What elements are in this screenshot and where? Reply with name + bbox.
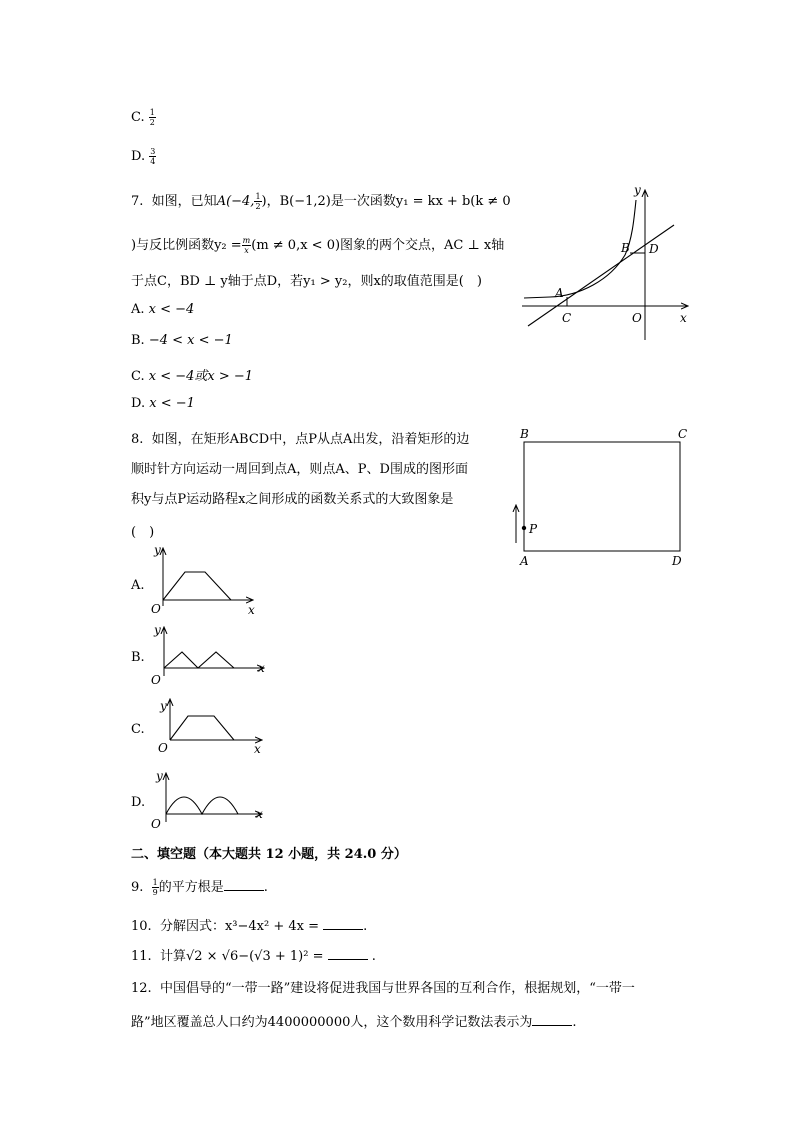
q8-rect-figure	[500, 425, 700, 570]
label-d: D	[672, 554, 682, 568]
label-b: B	[621, 241, 630, 255]
q9: 9. $\frac{1}{9}$ 的平方根是 .	[131, 878, 268, 897]
graph-line	[164, 652, 234, 668]
q8-option-c-label[interactable]: C.	[131, 722, 145, 737]
hyperbola-curve	[524, 200, 636, 298]
q8-line4: ( )	[131, 525, 155, 540]
graph-line	[170, 716, 234, 740]
q7-figure	[520, 180, 695, 340]
linear-line	[528, 225, 674, 326]
q7-option-a[interactable]: A. x < −4	[131, 302, 195, 317]
svg-text:O: O	[151, 602, 161, 616]
answer-blank[interactable]	[224, 878, 264, 891]
label-c: C	[562, 311, 572, 325]
q12-line2: 路”地区覆盖总人口约为4400000000人，这个数用科学记数法表示为 .	[131, 1015, 577, 1030]
svg-text:O: O	[158, 741, 168, 755]
option-d-prev	[131, 147, 156, 166]
q8-line3: 积y与点P运动路程x之间形成的函数关系式的大致图象是	[131, 492, 454, 507]
fraction: $\frac{m}{x}$	[242, 236, 251, 255]
q7-line2: )与反比例函数y₂ = $\frac{m}{x}$ (m ≠ 0,x < 0)图象的两个交点，AC ⊥ x轴	[131, 236, 505, 255]
label-p: P	[529, 522, 538, 536]
q7-option-c[interactable]: C. x < −4或x > −1	[131, 369, 254, 384]
point-p	[522, 526, 526, 530]
q8-line2: 顺时针方向运动一周回到点A，则点A、P、D围成的图形面	[131, 462, 468, 477]
label-b: B	[520, 427, 529, 441]
q8-option-d-graph[interactable]	[148, 768, 268, 834]
label-a: A	[555, 286, 564, 300]
q8-option-b-graph[interactable]	[148, 622, 268, 688]
fraction: $\frac{1}{9}$	[152, 878, 158, 897]
q12-line1: 12. 中国倡导的“一带一路”建设将促进我国与世界各国的互利合作，根据规划，“一带一	[131, 981, 635, 996]
fraction: $\frac{3}{4}$	[150, 147, 156, 166]
option-label: D.	[131, 149, 146, 164]
answer-blank[interactable]	[532, 1013, 572, 1026]
q7-line1: 7. 如图，已知A(−4, $\frac{1}{2}$ )，B(−1,2)是一次函数y₁ = kx + b(k ≠ 0	[131, 192, 511, 211]
q8-option-b-label[interactable]: B.	[131, 650, 145, 665]
svg-text:x: x	[254, 742, 261, 756]
svg-text:y: y	[154, 623, 161, 637]
fraction: $\frac{1}{2}$	[149, 108, 155, 127]
fraction: $\frac{1}{2}$	[255, 192, 261, 211]
answer-blank[interactable]	[323, 917, 363, 930]
answer-blank[interactable]	[328, 947, 368, 960]
svg-text:O: O	[151, 673, 161, 687]
svg-text:x: x	[258, 661, 265, 675]
option-c-prev	[131, 108, 156, 127]
label-d: D	[649, 242, 659, 256]
label-a: A	[520, 554, 529, 568]
label-x: x	[680, 311, 687, 325]
svg-text:O: O	[151, 817, 161, 831]
option-label: C.	[131, 110, 145, 125]
graph-curve	[166, 797, 238, 814]
q8-option-d-label[interactable]: D.	[131, 795, 146, 810]
q7-line3: 于点C，BD ⊥ y轴于点D，若y₁ > y₂，则x的取值范围是( )	[131, 274, 482, 289]
label-y: y	[634, 183, 641, 197]
section-title: 二、填空题（本大题共 12 小题，共 24.0 分）	[131, 847, 407, 862]
q8-option-a-label[interactable]: A.	[131, 578, 145, 593]
svg-text:x: x	[248, 603, 255, 617]
svg-text:y: y	[160, 699, 167, 713]
q11: 11. 计算√2 × √6−(√3 + 1)² = .	[131, 949, 376, 964]
q7-option-d[interactable]: D. x < −1	[131, 396, 195, 411]
label-c: C	[678, 427, 688, 441]
q10: 10. 分解因式：x³−4x² + 4x = .	[131, 919, 368, 934]
rectangle-abcd	[524, 442, 680, 551]
svg-text:y: y	[154, 543, 161, 557]
q8-line1: 8. 如图，在矩形ABCD中，点P从点A出发，沿着矩形的边	[131, 432, 470, 447]
q7-option-b[interactable]: B. −4 < x < −1	[131, 333, 233, 348]
graph-line	[163, 572, 231, 600]
label-o: O	[632, 311, 642, 325]
svg-text:x: x	[256, 807, 263, 821]
q8-option-c-graph[interactable]	[150, 694, 268, 760]
svg-text:y: y	[156, 769, 163, 783]
q8-option-a-graph[interactable]	[148, 540, 263, 620]
